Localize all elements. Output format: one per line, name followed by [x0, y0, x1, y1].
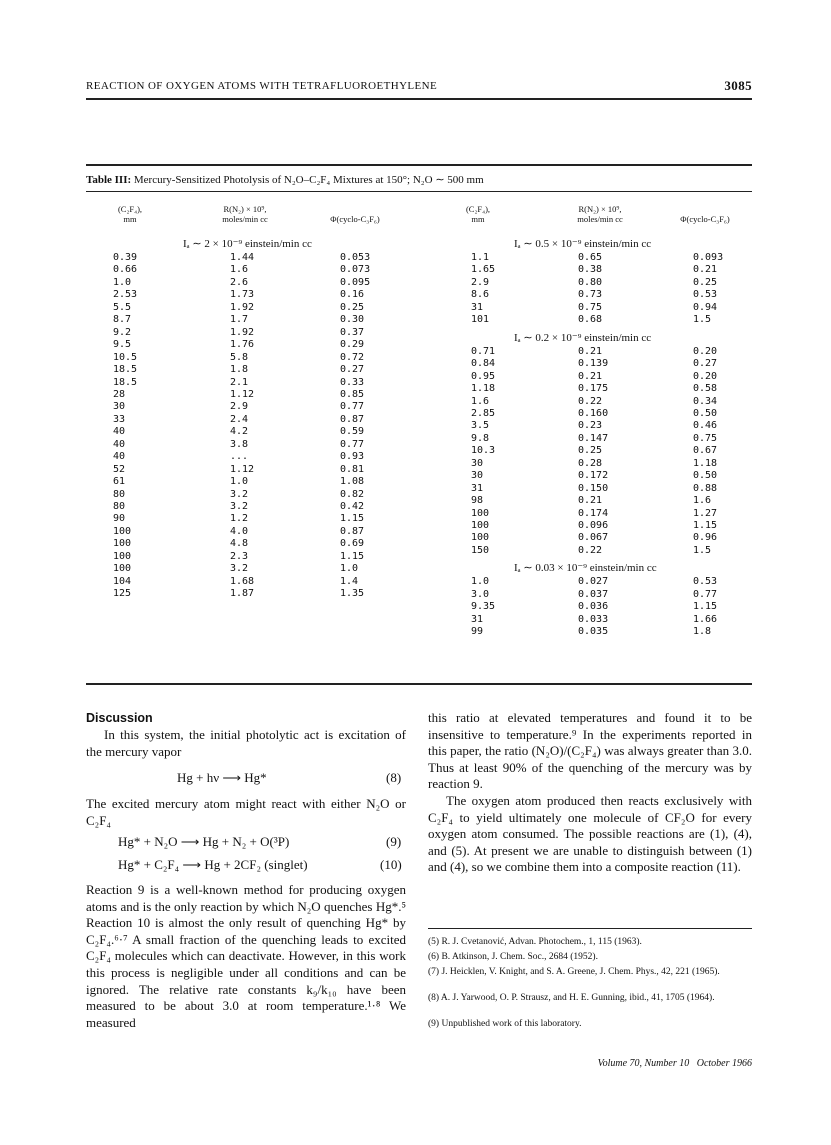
footnote-5: (5) R. J. Cvetanović, Advan. Photochem., 1, 115 (1963).: [428, 937, 642, 947]
table-cell: 150: [471, 544, 490, 556]
table-caption: [86, 173, 484, 186]
table-cell: 99: [471, 626, 484, 638]
table-cell: 33: [113, 413, 126, 425]
table-cell: 4.0: [230, 525, 249, 537]
equation-10-number: (10): [380, 857, 402, 872]
table-cell: 0.30: [340, 314, 365, 326]
table-cell: 0.28: [578, 457, 603, 469]
right-para-2: The oxygen atom produced then reacts exclusively with C₂F₄ to yield ultimately one molecule of CF₂O for every oxygen atom consumed. The possible reactions are (1), (4), and (5). At present we are unable to distinguish between (1) and (4), so we combine them into a composite reaction (11).: [428, 793, 752, 875]
table-cell: 4.2: [230, 426, 249, 438]
table-cell: 9.5: [113, 339, 132, 351]
right-col-header-1: (C₂F₄), mm: [465, 204, 491, 224]
table-cell: 2.9: [230, 401, 249, 413]
table-cell: 0.96: [693, 532, 718, 544]
table-cell: 30: [113, 401, 126, 413]
table-cell: 0.34: [693, 395, 718, 407]
discussion-para-1: In this system, the initial photolytic act is excitation of the mercury vapor: [86, 727, 406, 759]
right-para-1: this ratio at elevated temperatures and found it to be insensitive to temperature.⁹ In the experiments reported in this paper, the ratio (N₂O)/(C₂F₄) was always greater than 3.0. Thus at least 90% of the quenching of the mercury was by reaction 9.: [428, 710, 752, 792]
table-cell: 0.39: [113, 252, 138, 263]
table-cell: 1.5: [693, 544, 712, 556]
table-cell: 1.6: [693, 495, 712, 507]
table-cell: 1.87: [230, 588, 255, 600]
table-cell: 10.5: [113, 351, 138, 363]
table-cell: 1.4: [340, 575, 359, 587]
table-cell: 100: [113, 538, 132, 550]
table-cell: 0.21: [693, 264, 718, 276]
footer-volume: Volume 70, Number 10 October 1966: [597, 1058, 752, 1069]
table-caption-text: Mercury-Sensitized Photolysis of N₂O–C₂F₄ Mixtures at 150°; N₂O ∼ 500 mm: [133, 174, 484, 186]
running-title: REACTION OF OXYGEN ATOMS WITH TETRAFLUOROETHYLENE: [86, 80, 438, 92]
table-cell: 3.0: [471, 588, 490, 600]
table-cell: 8.6: [471, 289, 490, 301]
table-cell: 1.8: [693, 626, 712, 638]
table-cell: 0.85: [340, 388, 365, 400]
table-cell: 0.72: [340, 351, 365, 363]
table-cell: 80: [113, 488, 126, 500]
table-cell: 2.9: [471, 276, 490, 288]
table-cell: 9.35: [471, 601, 496, 613]
table-cell: 0.88: [693, 482, 718, 494]
table-cell: 18.5: [113, 376, 138, 388]
table-cell: 0.94: [693, 301, 718, 313]
table-cell: 5.5: [113, 301, 132, 313]
equation-10: Hg* + C₂F₄ ⟶ Hg + 2CF₂ (singlet): [118, 857, 308, 872]
right-group-label-1: Iₐ ∼ 0.5 × 10⁻⁹ einstein/min cc: [514, 238, 652, 250]
left-group-label: Iₐ ∼ 2 × 10⁻⁹ einstein/min cc: [183, 238, 312, 250]
footnote-6: (6) B. Atkinson, J. Chem. Soc., 2684 (1952).: [428, 952, 598, 962]
table-cell: ...: [230, 451, 249, 463]
table-cell: 0.67: [693, 445, 718, 457]
table-cell: 0.71: [471, 345, 496, 357]
table-cell: 101: [471, 314, 490, 326]
table-cell: 1.12: [230, 463, 255, 475]
table-cell: 0.027: [578, 576, 609, 588]
table-caption-label: Table III:: [86, 174, 132, 186]
table-cell: 1.68: [230, 575, 255, 587]
table-cell: 0.68: [578, 314, 603, 326]
table-cell: 1.2: [230, 513, 249, 525]
table-cell: 1.73: [230, 289, 255, 301]
equation-8-number: (8): [386, 770, 402, 785]
table-cell: 0.46: [693, 420, 718, 432]
table-cell: 3.2: [230, 488, 249, 500]
table-cell: 9.8: [471, 432, 490, 444]
table-cell: 0.21: [578, 495, 603, 507]
table-cell: 0.139: [578, 358, 609, 370]
discussion-para-2: The excited mercury atom might react with either N₂O or C₂F₄: [86, 796, 406, 828]
table-cell: 0.65: [578, 252, 603, 263]
table-cell: 100: [113, 550, 132, 562]
table-cell: 61: [113, 476, 126, 488]
table-cell: 0.067: [578, 532, 609, 544]
table-cell: 1.5: [693, 314, 712, 326]
table-cell: 0.53: [693, 289, 718, 301]
table-cell: 3.8: [230, 438, 249, 450]
left-col-header-3: Φ(cyclo-C₃F₆): [330, 214, 380, 224]
table-cell: 0.69: [340, 538, 365, 550]
table-cell: 0.096: [578, 520, 609, 531]
table-top-rule: [86, 164, 752, 166]
table-cell: 104: [113, 575, 132, 587]
right-col-header-3: Φ(cyclo-C₃F₆): [680, 214, 730, 224]
table-cell: 2.4: [230, 413, 249, 425]
table-cell: 18.5: [113, 364, 138, 376]
table-cell: 0.75: [693, 432, 718, 444]
footnote-8: (8) A. J. Yarwood, O. P. Strausz, and H. E. Gunning, ibid., 41, 1705 (1964).: [428, 993, 715, 1003]
table-cell: 90: [113, 513, 126, 525]
table-cell: 1.6: [230, 264, 249, 276]
table-cell: 0.037: [578, 588, 609, 600]
table-cell: 1.6: [471, 395, 490, 407]
table-cell: 0.59: [340, 426, 365, 438]
table-cell: 0.87: [340, 413, 365, 425]
table-cell: 0.77: [693, 588, 718, 600]
table-cell: 0.25: [340, 301, 365, 313]
table-cell: 1.8: [230, 364, 249, 376]
table-cell: 0.147: [578, 432, 609, 444]
table-cell: 2.3: [230, 550, 249, 562]
footnote-9: (9) Unpublished work of this laboratory.: [428, 1019, 582, 1029]
table-cell: 0.23: [578, 420, 603, 432]
table-cell: 0.33: [340, 376, 365, 388]
table-cell: 0.033: [578, 613, 609, 625]
table-cell: 40: [113, 426, 126, 438]
table-cell: 1.18: [471, 383, 496, 395]
table-cell: 80: [113, 501, 126, 512]
table-cell: 0.80: [578, 276, 603, 288]
table-cell: 0.42: [340, 501, 365, 512]
table-cell: 40: [113, 451, 126, 463]
table-cell: 3.2: [230, 501, 249, 512]
table-cell: 2.53: [113, 289, 138, 301]
table-cell: 1.0: [471, 576, 490, 588]
table-cell: 2.6: [230, 276, 249, 288]
table-cell: 0.75: [578, 301, 603, 313]
table-cell: 1.18: [693, 457, 718, 469]
table-cell: 1.15: [693, 601, 718, 613]
table-cell: 1.12: [230, 388, 255, 400]
equation-9: Hg* + N₂O ⟶ Hg + N₂ + O(³P): [118, 834, 290, 849]
table-cell: 0.50: [693, 470, 718, 482]
table-cell: 100: [471, 520, 490, 531]
page-number: 3085: [724, 78, 752, 93]
table-cell: 0.37: [340, 326, 365, 338]
table-cell: 1.76: [230, 339, 255, 351]
left-col-header-1: (C₂F₄), mm: [117, 204, 143, 224]
table-cell: 31: [471, 613, 484, 625]
table-cell: 52: [113, 463, 126, 475]
footnote-rule: [428, 928, 752, 929]
table-cell: 0.58: [693, 383, 718, 395]
table-cell: 0.22: [578, 544, 603, 556]
table-cell: 1.92: [230, 301, 255, 313]
table-cell: 0.175: [578, 383, 609, 395]
table-cell: 0.93: [340, 451, 365, 463]
table-cell: 0.25: [578, 445, 603, 457]
table-cell: 0.036: [578, 601, 609, 613]
right-group-label-2: Iₐ ∼ 0.2 × 10⁻⁹ einstein/min cc: [514, 331, 652, 344]
discussion-heading: Discussion: [86, 711, 153, 725]
table-cell: 1.44: [230, 252, 255, 263]
table-cell: 1.08: [340, 476, 365, 488]
table-cell: 0.27: [340, 364, 365, 376]
table-cell: 1.0: [113, 276, 132, 288]
table-cell: 3.2: [230, 563, 249, 575]
table-cell: 0.73: [578, 289, 603, 301]
table-cell: 0.21: [578, 345, 603, 357]
table-cell: 2.85: [471, 407, 496, 419]
table-cell: 0.093: [693, 252, 724, 263]
table-cell: 40: [113, 438, 126, 450]
table-cell: 0.27: [693, 358, 718, 370]
table-cell: 1.1: [471, 252, 490, 263]
table-cell: 1.27: [693, 507, 718, 519]
table-cell: 0.25: [693, 276, 718, 288]
equation-9-number: (9): [386, 834, 402, 849]
table-cell: 31: [471, 301, 484, 313]
table-cell: 0.20: [693, 345, 718, 357]
table-cell: 100: [471, 532, 490, 544]
table-bottom-rule: [86, 683, 752, 685]
table-cell: 30: [471, 470, 484, 482]
table-cell: 0.84: [471, 358, 496, 370]
table-cell: 100: [113, 525, 132, 537]
table-cell: 0.160: [578, 407, 609, 419]
table-cell: 0.174: [578, 507, 609, 519]
table-cell: 0.77: [340, 401, 365, 413]
table-cell: 0.073: [340, 264, 371, 276]
table-cell: 0.77: [340, 438, 365, 450]
table-cell: 9.2: [113, 326, 132, 338]
table-cell: 0.87: [340, 525, 365, 537]
table-cell: 1.15: [340, 513, 365, 525]
table-cell: 0.66: [113, 264, 138, 276]
table-cell: 1.15: [340, 550, 365, 562]
table-cell: 100: [471, 507, 490, 519]
table-cell: 0.50: [693, 407, 718, 419]
table-cell: 1.65: [471, 264, 496, 276]
table-cell: 3.5: [471, 420, 490, 432]
table-cell: 8.7: [113, 314, 132, 326]
table-cell: 0.21: [578, 370, 603, 382]
table-cell: 0.095: [340, 276, 371, 288]
table-cell: 1.0: [230, 476, 249, 488]
table-cell: 1.35: [340, 588, 365, 600]
discussion-para-3: Reaction 9 is a well-known method for producing oxygen atoms and is the only reaction by which N₂O quenches Hg*.⁵ Reaction 10 is almost the only result of quenching Hg* by C₂F₄.⁶·⁷ A small fraction of the quenching leads to excited C₂F₄ molecules which can deactivate. However, in this work this process is negligible under all conditions and can be ignored. The relative rate constants k₉/k₁₀ have been measured to be about 3.0 at room temperature.¹·⁸ We measured: [86, 882, 406, 1030]
table-cell: 0.29: [340, 339, 365, 351]
table-cell: 0.172: [578, 470, 609, 482]
right-col-header-2: R(N₂) × 10⁹, moles/min cc: [577, 204, 623, 224]
table-cell: 125: [113, 588, 132, 600]
table-cell: 1.7: [230, 314, 249, 326]
table-cell: 5.8: [230, 351, 249, 363]
table-cell: 0.82: [340, 488, 365, 500]
table-caption-rule: [86, 191, 752, 192]
footnote-7: (7) J. Heicklen, V. Knight, and S. A. Greene, J. Chem. Phys., 42, 221 (1965).: [428, 967, 720, 977]
table-cell: 0.81: [340, 463, 365, 475]
table-cell: 2.1: [230, 376, 249, 388]
table-cell: 31: [471, 482, 484, 494]
table-cell: 28: [113, 388, 126, 400]
left-col-header-2: R(N₂) × 10⁹, moles/min cc: [222, 204, 268, 224]
table-cell: 0.53: [693, 576, 718, 588]
equation-8: Hg + hν ⟶ Hg*: [177, 770, 267, 785]
table-cell: 0.053: [340, 252, 371, 263]
table-cell: 0.22: [578, 395, 603, 407]
table-cell: 0.95: [471, 370, 496, 382]
table-cell: 1.92: [230, 326, 255, 338]
table-cell: 1.0: [340, 563, 359, 575]
table-cell: 0.38: [578, 264, 603, 276]
table-cell: 98: [471, 495, 484, 507]
table-cell: 1.15: [693, 520, 718, 531]
table-cell: 0.035: [578, 626, 609, 638]
table-cell: 30: [471, 457, 484, 469]
table-cell: 0.20: [693, 370, 718, 382]
table-cell: 0.150: [578, 482, 609, 494]
table-cell: 1.66: [693, 613, 718, 625]
right-group-label-3: Iₐ ∼ 0.03 × 10⁻⁹ einstein/min cc: [514, 562, 657, 575]
table-cell: 10.3: [471, 445, 496, 457]
table-cell: 100: [113, 563, 132, 575]
table-cell: 4.8: [230, 538, 249, 550]
table-cell: 0.16: [340, 289, 365, 301]
header-rule: [86, 98, 752, 100]
